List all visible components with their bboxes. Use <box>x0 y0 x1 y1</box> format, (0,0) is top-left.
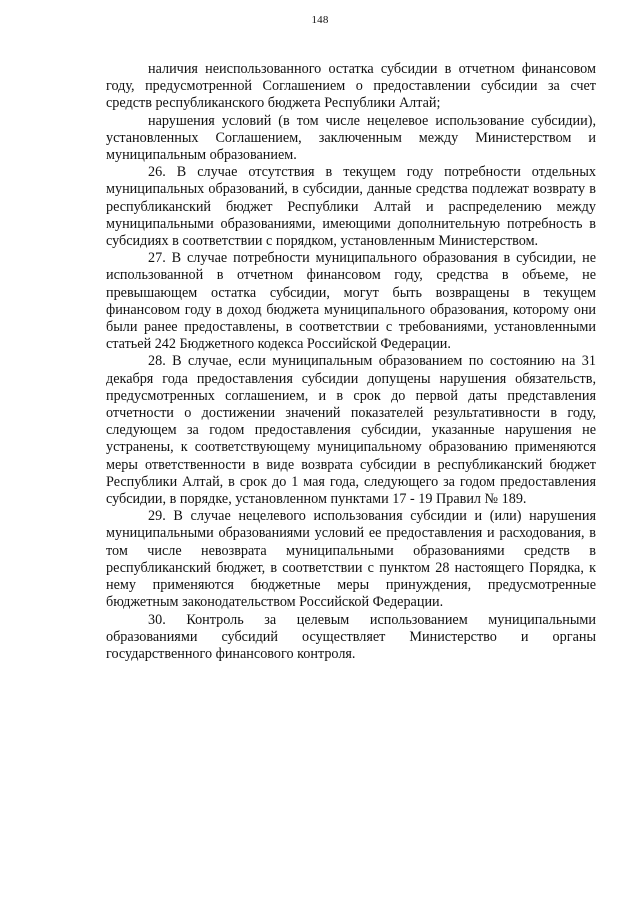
paragraph-clause-30: 30. Контроль за целевым использованием муниципальными образованиями субсидий осуществляет Министерство и органы государственного финансового контроля. <box>106 611 596 662</box>
page-number: 148 <box>311 14 329 26</box>
paragraph-subsidy-balance: наличия неиспользованного остатка субсидии в отчетном финансовом году, предусмотренной Соглашением о предоставлении субсидии за счет средств республиканского бюджета Республики Алтай; <box>106 61 596 112</box>
document-body <box>106 61 596 663</box>
paragraph-clause-27: 27. В случае потребности муниципального образования в субсидии, не использованной в отчетном финансовом году, средства в объеме, не превышающем остатка субсидии, могут быть возвращены в текущем финансовом году в доход бюджета муниципального образования, которому они были ранее предоставлены, в соответствии с требованиями, установленными статьей 242 Бюджетного кодекса Российской Федерации. <box>106 250 596 353</box>
paragraph-clause-29: 29. В случае нецелевого использования субсидии и (или) нарушения муниципальными образованиями условий ее предоставления и расходования, в том числе невозврата муниципальными образованиями средств в республиканский бюджет, в соответствии с пунктом 28 настоящего Порядка, к нему применяются бюджетные меры принуждения, предусмотренные бюджетным законодательством Российской Федерации. <box>106 508 596 611</box>
paragraph-violation-conditions: нарушения условий (в том числе нецелевое использование субсидии), установленных Соглашением, заключенным между Министерством и муниципальным образованием. <box>106 112 596 164</box>
paragraph-clause-28: 28. В случае, если муниципальным образованием по состоянию на 31 декабря года предоставления субсидии допущены нарушения обязательств, предусмотренных соглашением, и в срок до первой даты представления отчетности о достижении значений показателей результативности в году, следующем за годом предоставления субсидии, указанные нарушения не устранены, к соответствующему муниципальному образованию применяются меры ответственности в виде возврата субсидии в республиканский бюджет Республики Алтай, в срок до 1 мая года, следующего за годом предоставления субсидии, в порядке, установленном пунктами 17 - 19 Правил № 189. <box>106 353 596 508</box>
paragraph-clause-26: 26. В случае отсутствия в текущем году потребности отдельных муниципальных образований, в субсидии, данные средства подлежат возврату в республиканский бюджет Республики Алтай и распределению между муниципальными образованиями, имеющими дополнительную потребность в субсидиях в соответствии с порядком, установленным Министерством. <box>106 164 596 250</box>
